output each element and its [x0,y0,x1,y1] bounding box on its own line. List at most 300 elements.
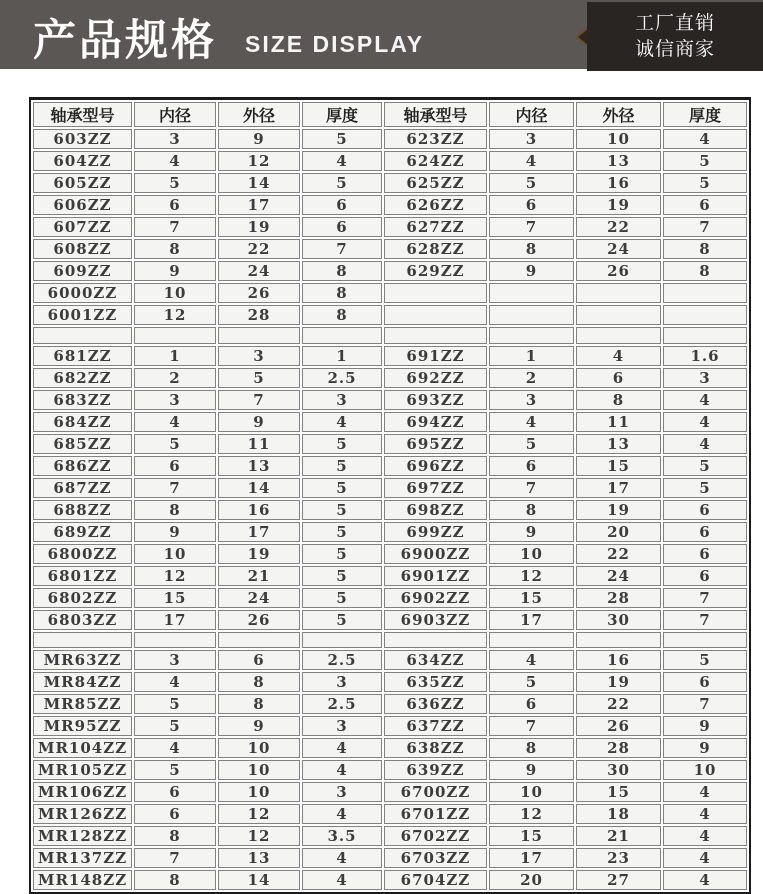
table-cell: 12 [218,804,300,824]
table-cell: 8 [663,239,747,259]
table-cell: 4 [489,412,574,432]
table-cell: 3 [134,129,216,149]
table-cell [218,327,300,344]
table-cell: 14 [218,870,300,890]
table-cell: 689ZZ [33,522,132,542]
table-cell: MR95ZZ [33,716,132,736]
bearing-size-table [29,97,751,894]
table-cell: 627ZZ [384,217,487,237]
table-cell [384,327,487,344]
table-cell: 5 [489,173,574,193]
table-cell: 21 [576,826,661,846]
table-cell: 17 [134,610,216,630]
table-cell: 692ZZ [384,368,487,388]
table-cell: 4 [134,412,216,432]
table-cell: 638ZZ [384,738,487,758]
table-cell: 7 [663,217,747,237]
table-cell: 8 [218,672,300,692]
table-cell: 8 [576,390,661,410]
table-cell: 6 [663,566,747,586]
table-cell: 5 [134,760,216,780]
table-cell: 13 [576,434,661,454]
table-header-cell: 内径 [489,102,574,127]
table-cell: 5 [302,500,382,520]
table-cell: 27 [576,870,661,890]
table-cell: MR148ZZ [33,870,132,890]
table-cell: 24 [576,566,661,586]
table-cell: 15 [489,588,574,608]
table-cell: 6 [489,456,574,476]
table-cell: 6900ZZ [384,544,487,564]
table-row [33,870,747,890]
table-cell: 608ZZ [33,239,132,259]
table-cell: 16 [218,500,300,520]
table-cell: 12 [134,305,216,325]
table-cell: 696ZZ [384,456,487,476]
table-cell [576,327,661,344]
table-cell: 6 [134,195,216,215]
table-cell: 5 [302,544,382,564]
page-title-english: SIZE DISPLAY [245,31,425,57]
table-cell: 4 [134,672,216,692]
table-header-cell: 厚度 [663,102,747,127]
table-row [33,500,747,520]
table-cell: 20 [576,522,661,542]
table-row [33,694,747,714]
seller-badge [587,2,763,71]
table-cell: 4 [663,804,747,824]
table-cell: 5 [663,173,747,193]
table-cell: 5 [302,434,382,454]
table-cell: 681ZZ [33,346,132,366]
table-cell: 6802ZZ [33,588,132,608]
table-cell: MR63ZZ [33,650,132,670]
table-cell: MR84ZZ [33,672,132,692]
table-header-row [33,102,747,127]
table-cell: 26 [218,283,300,303]
table-row [33,588,747,608]
page-title-chinese: 产品规格 [33,17,217,65]
table-cell: 691ZZ [384,346,487,366]
table-cell: 13 [218,456,300,476]
table-cell: 9 [489,261,574,281]
table-row [33,632,747,649]
table-cell: 24 [218,261,300,281]
table-cell: 10 [489,544,574,564]
table-cell: 625ZZ [384,173,487,193]
table-cell: 9 [489,522,574,542]
table-cell: 12 [489,566,574,586]
table-cell: 15 [576,782,661,802]
table-cell: 3 [489,129,574,149]
table-cell: 21 [218,566,300,586]
table-row [33,650,747,670]
table-cell: 635ZZ [384,672,487,692]
table-cell: 17 [218,195,300,215]
table-cell: 20 [489,870,574,890]
table-cell: 604ZZ [33,151,132,171]
badge-line-2: 诚信商家 [634,38,715,60]
table-cell: 26 [576,261,661,281]
table-cell: 9 [489,760,574,780]
table-cell: 10 [663,760,747,780]
table-row [33,610,747,630]
table-cell: 22 [218,239,300,259]
table-cell: 26 [576,716,661,736]
table-cell: 697ZZ [384,478,487,498]
table-cell: 606ZZ [33,195,132,215]
table-cell: 3 [302,716,382,736]
table-cell: 3 [134,390,216,410]
table-cell: 23 [576,848,661,868]
table-cell: 4 [302,151,382,171]
table-cell: 5 [134,434,216,454]
table-cell: 3 [302,672,382,692]
table-cell: 6701ZZ [384,804,487,824]
table-cell: 9 [134,522,216,542]
table-cell: 3 [218,346,300,366]
table-cell: 4 [134,151,216,171]
table-cell: MR126ZZ [33,804,132,824]
table-cell: 6800ZZ [33,544,132,564]
table-cell: 5 [489,434,574,454]
table-cell [489,632,574,649]
table-cell: 639ZZ [384,760,487,780]
table-cell: 5 [134,694,216,714]
table-cell: 8 [134,500,216,520]
table-cell: 30 [576,760,661,780]
table-cell: 10 [576,129,661,149]
table-row [33,522,747,542]
table-cell: 15 [134,588,216,608]
table-header-cell: 内径 [134,102,216,127]
table-cell: 629ZZ [384,261,487,281]
table-cell: 6801ZZ [33,566,132,586]
table-cell: 688ZZ [33,500,132,520]
table-cell: 4 [302,848,382,868]
table-cell: 684ZZ [33,412,132,432]
table-cell: 8 [302,261,382,281]
table-cell: MR85ZZ [33,694,132,714]
table-row [33,566,747,586]
table-cell: 10 [134,283,216,303]
table-cell: 628ZZ [384,239,487,259]
table-cell: 694ZZ [384,412,487,432]
table-cell [384,283,487,303]
table-cell: 5 [302,522,382,542]
table-cell: 18 [576,804,661,824]
table-cell [384,305,487,325]
table-row [33,129,747,149]
table-cell: 3.5 [302,826,382,846]
table-cell: 2.5 [302,368,382,388]
table-cell: 682ZZ [33,368,132,388]
left-arrow-icon [578,29,588,45]
table-row [33,390,747,410]
table-cell [489,283,574,303]
table-cell: 698ZZ [384,500,487,520]
table-cell: 7 [489,716,574,736]
table-cell: 5 [663,650,747,670]
table-header-cell: 外径 [576,102,661,127]
table-header-cell: 厚度 [302,102,382,127]
table-cell: 17 [489,610,574,630]
table-row [33,239,747,259]
table-row [33,456,747,476]
table-cell: 6 [663,500,747,520]
table-cell: 4 [302,412,382,432]
table-cell: 7 [134,478,216,498]
table-cell: 19 [218,217,300,237]
table-cell: 4 [663,848,747,868]
table-cell: 3 [489,390,574,410]
table-cell: 5 [134,716,216,736]
table-cell: 636ZZ [384,694,487,714]
table-cell: 7 [218,390,300,410]
table-cell: 24 [576,239,661,259]
table-cell: 24 [218,588,300,608]
table-cell [302,632,382,649]
table-cell: 6902ZZ [384,588,487,608]
table-cell: 14 [218,478,300,498]
table-row [33,716,747,736]
table-row [33,738,747,758]
table-cell: MR137ZZ [33,848,132,868]
table-cell: MR105ZZ [33,760,132,780]
table-cell: 6001ZZ [33,305,132,325]
table-cell: 2 [489,368,574,388]
table-cell: 10 [489,782,574,802]
table-cell [218,632,300,649]
table-cell [663,305,747,325]
table-cell: 5 [302,478,382,498]
table-cell: 5 [302,129,382,149]
table-cell: 4 [489,650,574,670]
table-cell: 695ZZ [384,434,487,454]
table-cell: 7 [663,588,747,608]
table-cell: 4 [302,760,382,780]
table-cell: 1 [134,346,216,366]
table-cell: 4 [663,826,747,846]
table-cell: 9 [134,261,216,281]
table-cell: 6 [663,672,747,692]
table-cell: 6901ZZ [384,566,487,586]
table-cell: 10 [218,760,300,780]
table-cell: 30 [576,610,661,630]
table-cell: 15 [489,826,574,846]
table-cell [663,327,747,344]
table-cell: 22 [576,217,661,237]
table-cell [134,327,216,344]
table-cell: 6 [218,650,300,670]
table-cell: 17 [489,848,574,868]
table-cell: 6 [489,195,574,215]
table-cell: 3 [302,390,382,410]
table-cell: 6 [663,195,747,215]
table-cell: 6 [302,217,382,237]
table-cell: 10 [218,738,300,758]
table-cell [489,327,574,344]
table-cell: 6000ZZ [33,283,132,303]
table-cell: 2.5 [302,694,382,714]
table-cell: 2.5 [302,650,382,670]
table-cell: 6803ZZ [33,610,132,630]
table-cell: 12 [218,151,300,171]
table-cell: 4 [302,870,382,890]
table-row [33,544,747,564]
table-cell: 4 [302,804,382,824]
table-cell: 19 [576,672,661,692]
table-cell: 14 [218,173,300,193]
table-cell: 5 [663,151,747,171]
table-row [33,151,747,171]
table-cell: 7 [134,848,216,868]
table-cell: 7 [134,217,216,237]
table-cell: MR104ZZ [33,738,132,758]
table-cell: 8 [489,239,574,259]
table-cell: 8 [489,738,574,758]
table-cell: 6703ZZ [384,848,487,868]
table-cell: 28 [576,588,661,608]
table-cell [576,283,661,303]
table-cell: 9 [218,129,300,149]
table-cell: 6 [576,368,661,388]
table-cell: 17 [218,522,300,542]
table-cell: 9 [663,716,747,736]
table-cell: 1.6 [663,346,747,366]
table-cell: 12 [218,826,300,846]
table-cell: 12 [134,566,216,586]
table-cell [384,632,487,649]
table-cell: 8 [302,283,382,303]
table-row [33,478,747,498]
table-cell: 8 [302,305,382,325]
table-cell: 17 [576,478,661,498]
table-cell: 4 [134,738,216,758]
table-cell: 11 [576,412,661,432]
table-row [33,782,747,802]
table-cell [576,632,661,649]
table-row [33,261,747,281]
table-row [33,173,747,193]
table-row [33,848,747,868]
table-cell: 605ZZ [33,173,132,193]
table-cell: 626ZZ [384,195,487,215]
table-cell: 5 [489,672,574,692]
table-cell: 3 [134,650,216,670]
table-cell: 6702ZZ [384,826,487,846]
table-cell: 16 [576,650,661,670]
table-cell: 5 [663,456,747,476]
table-cell: 6 [302,195,382,215]
table-cell: 6700ZZ [384,782,487,802]
table-cell: 9 [663,738,747,758]
table-cell: 7 [302,239,382,259]
table-body [33,129,747,890]
table-row [33,368,747,388]
table-cell: 7 [489,478,574,498]
table-cell: 5 [302,588,382,608]
table-cell [302,327,382,344]
table-row [33,305,747,325]
table-cell: MR128ZZ [33,826,132,846]
table-cell: 4 [302,738,382,758]
table-cell: 1 [302,346,382,366]
table-cell: 6 [663,544,747,564]
table-row [33,412,747,432]
table-row [33,283,747,303]
table-cell: 26 [218,610,300,630]
table-row [33,195,747,215]
table-cell: 4 [576,346,661,366]
badge-line-1: 工厂直销 [634,12,715,34]
table-cell: 10 [134,544,216,564]
table-cell: 8 [489,500,574,520]
table-cell: 4 [663,390,747,410]
table-cell: 7 [489,217,574,237]
table-cell: 3 [663,368,747,388]
table-cell: 28 [576,738,661,758]
table-cell: 19 [576,500,661,520]
table-cell: 687ZZ [33,478,132,498]
table-cell: 6903ZZ [384,610,487,630]
table-cell: 623ZZ [384,129,487,149]
table-cell: 16 [576,173,661,193]
table-cell: 9 [218,412,300,432]
table-cell: 4 [663,129,747,149]
table-header-cell: 外径 [218,102,300,127]
table-cell: 4 [489,151,574,171]
table-cell: 6 [663,522,747,542]
table-cell: 9 [218,716,300,736]
table-cell: 634ZZ [384,650,487,670]
table-cell: 8 [134,239,216,259]
table-cell: 28 [218,305,300,325]
table-cell: 5 [302,610,382,630]
table-cell: 8 [663,261,747,281]
table-cell [33,327,132,344]
table-cell: 6 [134,804,216,824]
table-cell: 693ZZ [384,390,487,410]
table-cell: 13 [576,151,661,171]
table-row [33,327,747,344]
table-cell: 7 [663,610,747,630]
table-row [33,826,747,846]
table-cell: 637ZZ [384,716,487,736]
table-cell: 699ZZ [384,522,487,542]
table-cell: 6704ZZ [384,870,487,890]
table-cell: 13 [218,848,300,868]
table-cell [33,632,132,649]
table-header-cell: 轴承型号 [33,102,132,127]
table-cell: 603ZZ [33,129,132,149]
table-cell: 4 [663,434,747,454]
table-cell: 6 [134,782,216,802]
table-cell: 5 [134,173,216,193]
table-cell: 1 [489,346,574,366]
table-row [33,804,747,824]
table-cell: 8 [134,826,216,846]
table-cell: 5 [302,566,382,586]
table-cell: 19 [576,195,661,215]
table-cell: 2 [134,368,216,388]
table-cell: 4 [663,412,747,432]
table-cell: 10 [218,782,300,802]
table-header-cell: 轴承型号 [384,102,487,127]
table-cell: 686ZZ [33,456,132,476]
table-cell: 683ZZ [33,390,132,410]
table-cell: 607ZZ [33,217,132,237]
